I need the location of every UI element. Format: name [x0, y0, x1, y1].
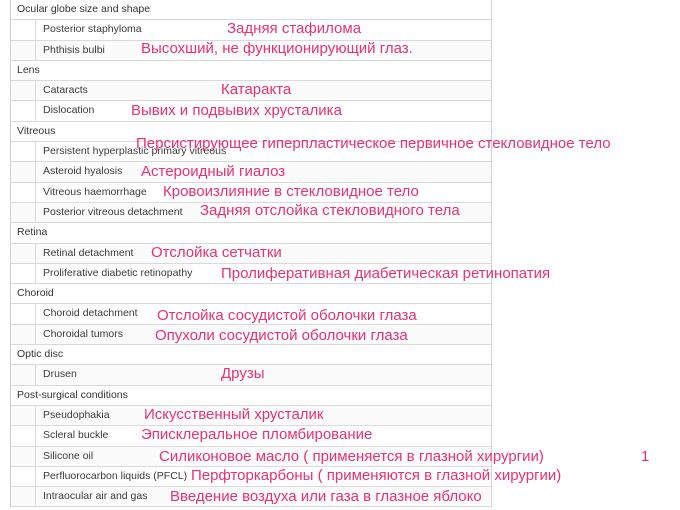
russian-translation: Силиконовое масло ( применяется в глазной хирургии): [159, 447, 544, 465]
condition-name: Retinal detachment: [43, 246, 134, 259]
section-header: [11, 284, 491, 304]
condition-name: Drusen: [43, 368, 77, 381]
condition-name: Persistent hyperplastic primary vitreous: [43, 145, 227, 158]
section-title: Optic disc: [17, 348, 64, 361]
russian-translation: Перфторкарбоны ( применяются в глазной хирургии): [191, 466, 562, 484]
indent-cell: [11, 447, 36, 466]
indent-cell: [11, 183, 36, 202]
indent-cell: [11, 487, 36, 506]
indent-cell: [11, 406, 36, 425]
russian-translation: Введение воздуха или газа в глазное яблоко: [170, 488, 482, 506]
russian-translation: Отслойка сосудистой оболочки глаза: [157, 306, 417, 324]
indent-cell: [11, 426, 36, 445]
indent-cell: [11, 244, 36, 263]
russian-translation: Задняя стафилома: [227, 20, 362, 38]
indent-cell: [11, 304, 36, 323]
page-number: 1: [641, 448, 650, 465]
section-header: [11, 61, 491, 81]
section-header: [11, 223, 491, 243]
condition-name: Posterior vitreous detachment: [43, 205, 183, 218]
condition-name: Vitreous haemorrhage: [43, 185, 147, 198]
indent-cell: [11, 162, 36, 181]
indent-cell: [11, 81, 36, 100]
russian-translation: Опухоли сосудистой оболочки глаза: [155, 326, 408, 344]
condition-name: Scleral buckle: [43, 429, 109, 442]
condition-name: Asteroid hyalosis: [43, 165, 123, 178]
section-title: Choroid: [17, 287, 54, 300]
condition-name: Perfluorocarbon liquids (PFCL): [43, 469, 188, 482]
condition-name: Choroidal tumors: [43, 327, 123, 340]
section-header: [11, 345, 491, 365]
condition-name: Dislocation: [43, 104, 95, 117]
russian-translation: Вывих и подвывих хрусталика: [131, 101, 342, 119]
indent-cell: [11, 142, 36, 161]
russian-translation: Астероидный гиалоз: [141, 163, 286, 181]
russian-translation: Катаракта: [221, 81, 292, 99]
indent-cell: [11, 101, 36, 120]
section-title: Post-surgical conditions: [17, 388, 128, 401]
russian-translation: Кровоизлияние в стекловидное тело: [163, 182, 419, 200]
condition-name: Intraocular air and gas: [43, 490, 148, 503]
russian-translation: Друзы: [221, 365, 265, 383]
condition-name: Phthisis bulbi: [43, 43, 105, 56]
condition-name: Proliferative diabetic retinopathy: [43, 266, 193, 279]
section-title: Retina: [17, 226, 48, 239]
indent-cell: [11, 203, 36, 222]
indent-cell: [11, 20, 36, 39]
indent-cell: [11, 264, 36, 283]
section-header: [11, 0, 491, 20]
russian-translation: Эписклеральное пломбирование: [141, 426, 373, 444]
russian-translation: Искусственный хрусталик: [144, 406, 324, 423]
condition-name: Pseudophakia: [43, 408, 110, 421]
section-title: Ocular globe size and shape: [17, 3, 151, 15]
section-title: Lens: [17, 63, 40, 76]
condition-name: Choroid detachment: [43, 307, 138, 320]
indent-cell: [11, 325, 36, 344]
condition-name: Cataracts: [43, 84, 88, 97]
condition-name: Silicone oil: [43, 449, 94, 462]
russian-translation: Задняя отслойка стекловидного тела: [200, 202, 460, 219]
indent-cell: [11, 365, 36, 384]
section-header: [11, 386, 491, 406]
russian-translation: Высохший, не функционирующий глаз.: [141, 39, 413, 57]
russian-translation: Отслойка сетчатки: [151, 243, 282, 261]
russian-translation: Пролиферативная диабетическая ретинопатия: [221, 264, 551, 282]
indent-cell: [11, 41, 36, 60]
russian-translation: Персистирующее гиперпластическое первичное стекловидное тело: [136, 135, 611, 153]
condition-name: Posterior staphyloma: [43, 23, 142, 36]
section-title: Vitreous: [17, 124, 56, 137]
indent-cell: [11, 467, 36, 486]
